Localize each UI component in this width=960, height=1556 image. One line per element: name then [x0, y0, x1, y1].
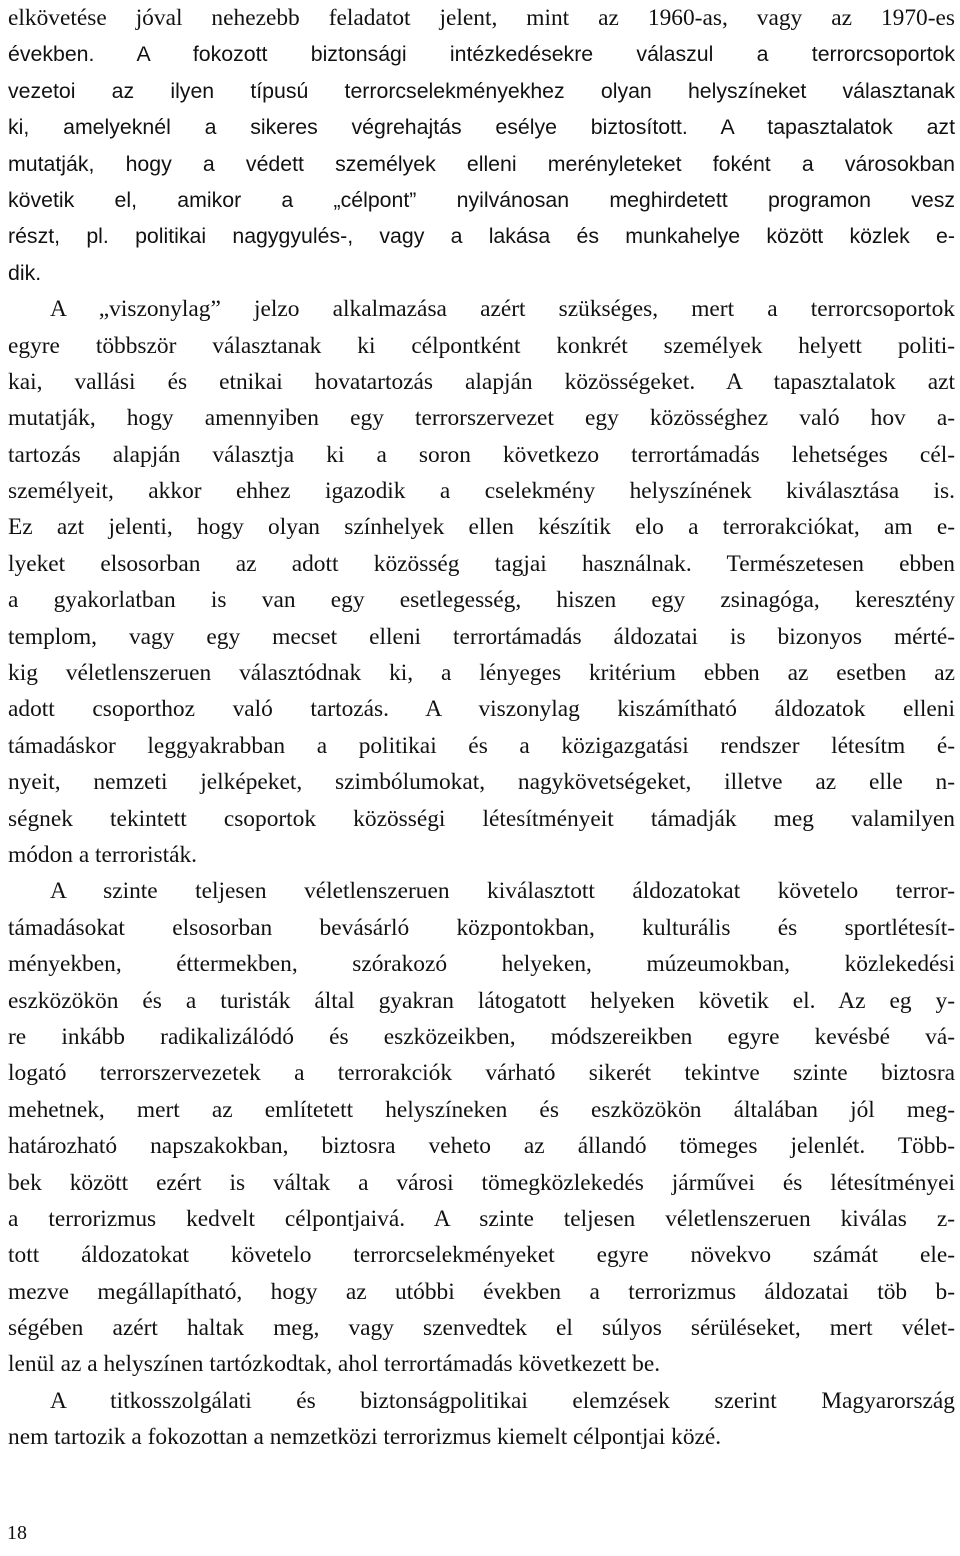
paragraph-first-line: A szinte teljesen véletlenszeruen kiválasztott áldozatokat követelo terror-	[50, 878, 955, 905]
text-line: ségnek tekintett csoportok közösségi létesítményeit támadják meg valamilyen	[8, 805, 955, 832]
text-line: támadásokat elsosorban bevásárló központokban, kulturális és sportlétesít-	[8, 914, 955, 941]
text-line: ki, amelyeknél a sikeres végrehajtás esélye biztosított. A tapasztalatok azt	[8, 115, 955, 140]
text-line: lenül az a helyszínen tartózkodtak, ahol terrortámadás következett be.	[8, 1351, 661, 1378]
text-line: a gyakorlatban is van egy esetlegesség, hiszen egy zsinagóga, keresztény	[8, 587, 955, 614]
text-line: tott áldozatokat követelo terrorcselekményeket egyre növekvo számát ele-	[8, 1242, 955, 1269]
text-line: vezetoi az ilyen típusú terrorcselekményekhez olyan helyszíneket választanak	[8, 78, 955, 103]
text-line: eszközökön és a turisták által gyakran látogatott helyeken követik el. Az eg y-	[8, 987, 955, 1014]
text-line: években. A fokozott biztonsági intézkedésekre válaszul a terrorcsoportok	[8, 42, 955, 67]
text-line: Ez azt jelenti, hogy olyan színhelyek ellen készítik elo a terrorakciókat, am e-	[8, 514, 955, 541]
text-line: nyeit, nemzeti jelképeket, szimbólumokat, nagykövetségeket, illetve az elle n-	[8, 769, 955, 796]
text-line: módon a terroristák.	[8, 841, 198, 868]
text-line: támadáskor leggyakrabban a politikai és a közigazgatási rendszer létesítm é-	[8, 732, 955, 759]
text-line: a terrorizmus kedvelt célpontjaivá. A szinte teljesen véletlenszeruen kiválas z-	[8, 1205, 955, 1232]
text-line: követik el, amikor a „célpont” nyilvánosan meghirdetett programon vesz	[8, 187, 955, 212]
text-line: adott csoporthoz való tartozás. A viszonylag kiszámítható áldozatok elleni	[8, 696, 955, 723]
text-line: mehetnek, mert az említetett helyszíneken és eszközökön általában jól meg-	[8, 1096, 955, 1123]
text-line: személyeit, akkor ehhez igazodik a cselekmény helyszínének kiválasztása is.	[8, 478, 955, 505]
text-line: nem tartozik a fokozottan a nemzetközi terrorizmus kiemelt célpontjai közé.	[8, 1424, 722, 1451]
text-line: tartozás alapján választja ki a soron következo terrortámadás lehetséges cél-	[8, 441, 955, 468]
text-line: lyeket elsosorban az adott közösség tagjai használnak. Természetesen ebben	[8, 550, 955, 577]
page-number: 18	[7, 1522, 27, 1544]
text-line: kai, vallási és etnikai hovatartozás alapján közösségeket. A tapasztalatok azt	[8, 368, 955, 395]
text-line: bek között ezért is váltak a városi tömegközlekedés járművei és létesítményei	[8, 1169, 955, 1196]
text-line: dik.	[8, 260, 42, 285]
paragraph-first-line: A „viszonylag” jelzo alkalmazása azért szükséges, mert a terrorcsoportok	[50, 296, 955, 323]
text-line: ségében azért haltak meg, vagy szenvedtek el súlyos sérüléseket, mert vélet-	[8, 1315, 955, 1342]
paragraph-first-line: A titkosszolgálati és biztonságpolitikai elemzések szerint Magyarország	[50, 1387, 955, 1414]
text-line: mutatják, hogy a védett személyek elleni merényleteket foként a városokban	[8, 151, 955, 176]
text-line: templom, vagy egy mecset elleni terrortámadás áldozatai is bizonyos mérté-	[8, 623, 955, 650]
text-line: elkövetése jóval nehezebb feladatot jelent, mint az 1960-as, vagy az 1970-es	[8, 5, 955, 31]
text-line: mezve megállapítható, hogy az utóbbi években a terrorizmus áldozatai töb b-	[8, 1278, 955, 1305]
text-line: részt, pl. politikai nagygyulés-, vagy a lakása és munkahelye között közlek e-	[8, 224, 955, 249]
text-line: kig véletlenszeruen választódnak ki, a lényeges kritérium ebben az esetben az	[8, 660, 955, 687]
text-line: mutatják, hogy amennyiben egy terrorszervezet egy közösséghez való hov a-	[8, 405, 955, 432]
text-line: határozható napszakokban, biztosra veheto az állandó tömeges jelenlét. Több-	[8, 1133, 955, 1160]
text-line: re inkább radikalizálódó és eszközeikben, módszereikben egyre kevésbé vá-	[8, 1023, 955, 1050]
text-line: egyre többször választanak ki célpontként konkrét személyek helyett politi-	[8, 332, 955, 359]
body-text	[8, 0, 955, 1456]
text-line: ményekben, éttermekben, szórakozó helyeken, múzeumokban, közlekedési	[8, 951, 955, 978]
text-line: logató terrorszervezetek a terrorakciók várható sikerét tekintve szinte biztosra	[8, 1060, 955, 1087]
